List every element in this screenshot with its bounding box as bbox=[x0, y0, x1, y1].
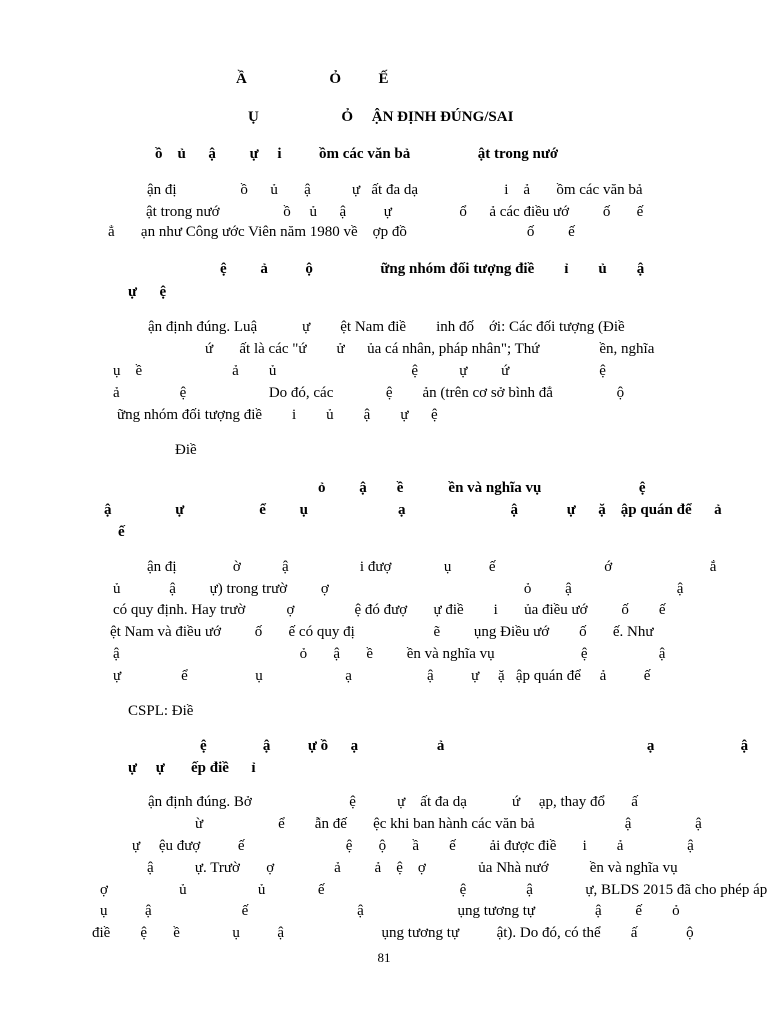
question-4-answer-line: ậ ự. Trườ ợ ả ả ệ ợ ủa Nhà nướ ền và nghĩa vụ bbox=[147, 860, 678, 876]
question-2-title: ệ ả ộ ững nhóm đối tượng điề ỉ ủ ậ bbox=[220, 261, 645, 277]
question-1-answer-line: ật trong nướ ồ ủ ậ ự ổ ả các điều ướ ố ế bbox=[146, 204, 644, 220]
question-3-title: ậ ự ể ụ ạ ậ ự ặ ập quán để ả bbox=[104, 502, 722, 518]
question-2-answer-line: ụ ề ả ủ ệ ự ứ ệ bbox=[113, 363, 606, 379]
section-heading: Ụ Ỏ ẬN ĐỊNH ĐÚNG/SAI bbox=[248, 109, 514, 125]
question-3-answer-line: ậ ỏ ậ ề ền và nghĩa vụ ệ ậ bbox=[113, 646, 666, 662]
question-4-answer-line: ận định đúng. Bở ệ ự ất đa dạ ứ ạp, thay đổ ấ bbox=[148, 794, 638, 810]
question-2-title: ự ệ bbox=[128, 284, 167, 300]
question-3-title: ỏ ậ ề ền và nghĩa vụ ệ bbox=[318, 480, 646, 496]
chapter-heading: Ầ Ỏ Ế bbox=[236, 71, 389, 87]
question-3-answer-line: ủ ậ ự) trong trườ ợ ỏ ậ ậ bbox=[113, 581, 684, 597]
question-4-answer-line: điề ệ ề ụ ậ ụng tương tự ật). Do đó, có thể ấ ộ bbox=[92, 925, 694, 941]
question-4-answer-line: ự ệu đượ ế ệ ộ ầ ế ải được điề i ả ậ bbox=[132, 838, 694, 854]
question-3-answer-line: có quy định. Hay trườ ợ ệ đó đượ ự điề i ủa điều ướ ố ế bbox=[113, 602, 666, 618]
question-4-title: ự ự ếp điề ỉ bbox=[128, 760, 256, 776]
question-2-answer-line: ận định đúng. Luậ ự ệt Nam điề inh đố ới: Các đối tượng (Điề bbox=[148, 319, 625, 335]
question-1-answer-line: ận đị ồ ủ ậ ự ất đa dạ i ả ồm các văn bả bbox=[147, 182, 643, 198]
question-2-answer-line: ững nhóm đối tượng điề i ủ ậ ự ệ bbox=[117, 407, 438, 423]
question-3-legal-basis: CSPL: Điề bbox=[128, 703, 194, 719]
question-4-answer-line: ợ ủ ủ ế ệ ậ ự, BLDS 2015 đã cho phép áp bbox=[100, 882, 768, 898]
question-1-answer-line: ẳ ạn như Công ước Viên năm 1980 về ợp đồ ố ế bbox=[108, 224, 575, 240]
page-number: 81 bbox=[377, 950, 391, 965]
question-4-answer-line: ụ ậ ế ậ ụng tương tự ậ ế ỏ bbox=[100, 903, 680, 919]
question-4-title: ệ ậ ự ồ ạ ả ạ ậ bbox=[200, 738, 749, 754]
question-2-answer-line: ả ệ Do đó, các ệ ản (trên cơ sở bình đẳ ộ bbox=[113, 385, 625, 401]
question-2-answer-line: ứ ất là các "ứ ử ủa cá nhân, pháp nhân"; Thứ ền, nghĩa bbox=[205, 341, 655, 357]
question-1-title: ồ ủ ậ ự i ồm các văn bả ật trong nướ bbox=[155, 146, 559, 162]
question-3-answer-line: ệt Nam và điều ướ ố ế có quy đị ẽ ụng Điều ướ ố ế. Như bbox=[110, 624, 654, 640]
question-4-answer-line: ừ ể ẫn đế ệc khi ban hành các văn bả ậ ậ bbox=[195, 816, 702, 832]
question-2-legal-basis: Điề bbox=[175, 442, 197, 458]
question-3-title: ế bbox=[118, 524, 125, 540]
question-3-answer-line: ận đị ờ ậ i đượ ụ ế ớ ắ bbox=[147, 559, 717, 575]
question-3-answer-line: ự ể ụ ạ ậ ự ặ ập quán để ả ế bbox=[113, 668, 651, 684]
